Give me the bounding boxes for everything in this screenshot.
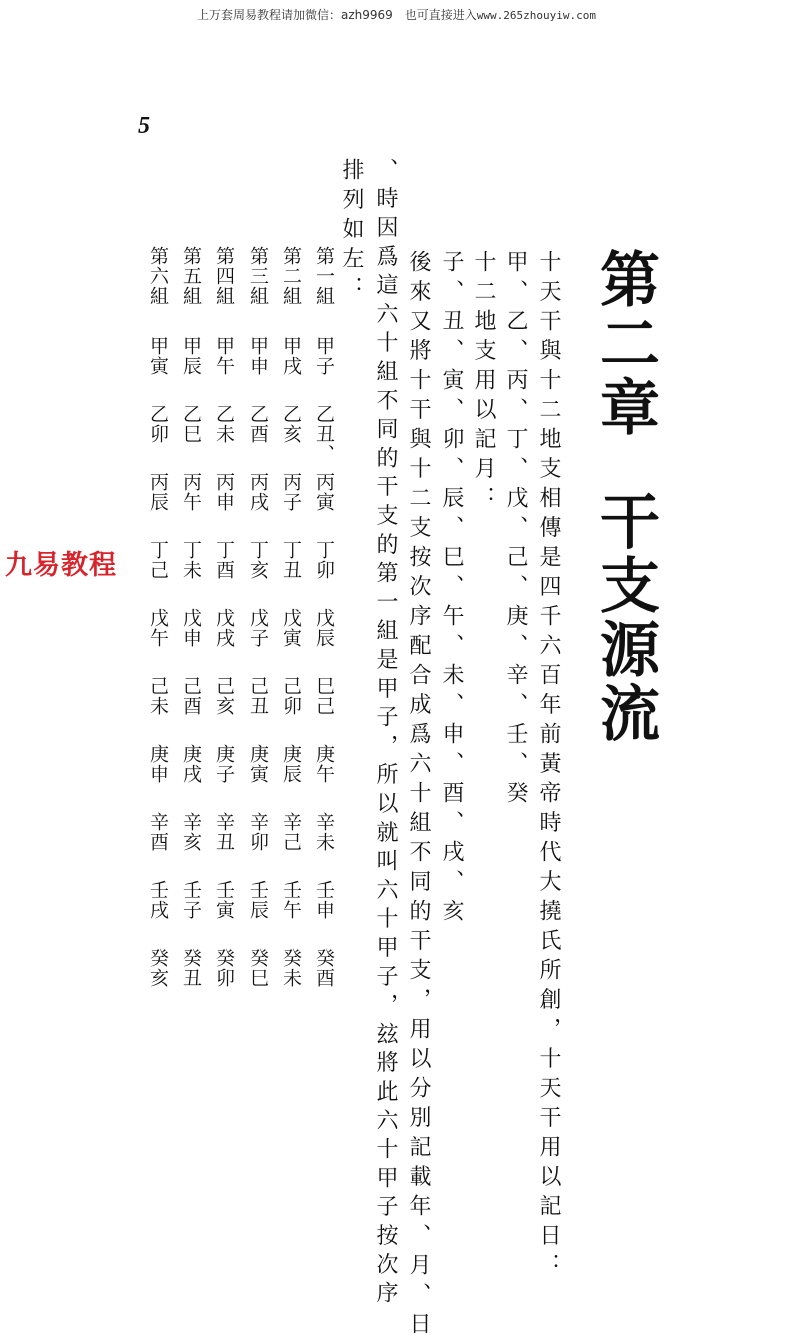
jiazi-pair: 乙丑、 [313, 404, 335, 464]
jiazi-pair: 戊申 [180, 608, 202, 648]
jiazi-pair: 辛未 [313, 812, 335, 852]
jiazi-pair: 乙酉 [247, 404, 269, 444]
page-header [0, 6, 793, 23]
paragraph-col-2: 甲、乙、丙、丁、戊、己、庚、辛、壬、癸 [503, 250, 528, 811]
jiazi-group-label: 第六組 [147, 246, 169, 306]
jiazi-pair: 己亥 [213, 676, 235, 716]
jiazi-pair: 戊辰 [313, 608, 335, 648]
chapter-title: 干支源流 [590, 490, 660, 746]
page-number: 5 [138, 113, 150, 139]
jiazi-pair: 甲寅 [147, 336, 169, 376]
jiazi-pair: 戊戌 [213, 608, 235, 648]
jiazi-pair: 庚午 [313, 744, 335, 784]
jiazi-pair: 壬子 [180, 880, 202, 920]
header-text: 上万套周易教程请加微信：azh9969 也可直接进入 [196, 8, 477, 22]
jiazi-pair: 丙戌 [247, 472, 269, 512]
jiazi-pair: 己未 [147, 676, 169, 716]
jiazi-pair: 癸卯 [213, 948, 235, 988]
paragraph-col-4: 子、丑、寅、卯、辰、巳、午、未、申、酉、戌、亥 [439, 250, 464, 929]
header-url[interactable]: www.265zhouyiw.com [476, 9, 597, 22]
jiazi-pair: 甲辰 [180, 336, 202, 376]
jiazi-pair: 辛丑 [213, 812, 235, 852]
paragraph-col-1: 十天干與十二地支相傳是四千六百年前黃帝時代大撓氏所創，十天干用以記日： [536, 250, 561, 1283]
jiazi-pair: 甲子 [313, 336, 335, 376]
jiazi-pair: 戊午 [147, 608, 169, 648]
paragraph-col-6: 、時因爲這六十組不同的干支的第一組是甲子，所以就叫六十甲子，玆將此六十甲子按次序 [373, 158, 398, 1310]
paragraph-col-5: 後來又將十干與十二支按次序配合成爲六十組不同的干支，用以分別記載年、月、日 [406, 250, 431, 1342]
jiazi-pair: 乙亥 [280, 404, 302, 444]
jiazi-pair: 丁卯 [313, 540, 335, 580]
jiazi-pair: 癸巳 [247, 948, 269, 988]
jiazi-pair: 乙巳 [180, 404, 202, 444]
jiazi-group-label: 第五組 [180, 246, 202, 306]
jiazi-pair: 庚戌 [180, 744, 202, 784]
jiazi-pair: 癸未 [280, 948, 302, 988]
jiazi-pair: 丁丑 [280, 540, 302, 580]
jiazi-pair: 乙卯 [147, 404, 169, 444]
jiazi-pair: 甲申 [247, 336, 269, 376]
jiazi-pair: 癸丑 [180, 948, 202, 988]
jiazi-pair: 己卯 [280, 676, 302, 716]
chapter-heading [590, 248, 660, 746]
jiazi-pair: 庚申 [147, 744, 169, 784]
jiazi-pair: 戊子 [247, 608, 269, 648]
jiazi-group-label: 第一組 [313, 246, 335, 306]
jiazi-pair: 壬戌 [147, 880, 169, 920]
chapter-number: 第二章 [590, 248, 660, 440]
jiazi-pair: 丙子 [280, 472, 302, 512]
jiazi-pair: 癸亥 [147, 948, 169, 988]
jiazi-pair: 丁己 [147, 540, 169, 580]
jiazi-pair: 壬午 [280, 880, 302, 920]
jiazi-pair: 丁亥 [247, 540, 269, 580]
jiazi-pair: 辛卯 [247, 812, 269, 852]
paragraph-col-7: 排列如左： [339, 158, 364, 306]
jiazi-pair: 丙辰 [147, 472, 169, 512]
jiazi-pair: 丙寅 [313, 472, 335, 512]
jiazi-pair: 巳己 [313, 676, 335, 716]
jiazi-pair: 甲午 [213, 336, 235, 376]
jiazi-pair: 庚子 [213, 744, 235, 784]
jiazi-pair: 丁未 [180, 540, 202, 580]
jiazi-pair: 庚辰 [280, 744, 302, 784]
paragraph-col-3: 十二地支用以記月： [471, 250, 496, 516]
jiazi-pair: 丁酉 [213, 540, 235, 580]
jiazi-pair: 丙申 [213, 472, 235, 512]
jiazi-pair: 乙未 [213, 404, 235, 444]
watermark-logo: 九易教程 [5, 550, 117, 581]
jiazi-pair: 戊寅 [280, 608, 302, 648]
jiazi-pair: 辛亥 [180, 812, 202, 852]
jiazi-pair: 壬辰 [247, 880, 269, 920]
jiazi-group-label: 第三組 [247, 246, 269, 306]
jiazi-pair: 己丑 [247, 676, 269, 716]
jiazi-pair: 辛酉 [147, 812, 169, 852]
jiazi-pair: 丙午 [180, 472, 202, 512]
jiazi-pair: 甲戌 [280, 336, 302, 376]
jiazi-pair: 己酉 [180, 676, 202, 716]
jiazi-pair: 癸酉 [313, 948, 335, 988]
jiazi-group-label: 第四組 [213, 246, 235, 306]
jiazi-pair: 庚寅 [247, 744, 269, 784]
jiazi-pair: 壬寅 [213, 880, 235, 920]
jiazi-pair: 辛己 [280, 812, 302, 852]
jiazi-group-label: 第二組 [280, 246, 302, 306]
jiazi-pair: 壬申 [313, 880, 335, 920]
